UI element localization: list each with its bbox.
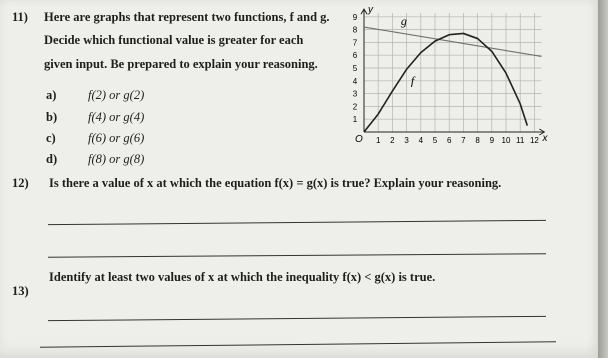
x-tick-label: 4 bbox=[418, 136, 424, 145]
x-tick-label: 11 bbox=[516, 136, 525, 145]
page-edge-shadow bbox=[598, 0, 608, 358]
x-tick-label: 10 bbox=[501, 136, 511, 145]
graph-tick-labels bbox=[353, 13, 540, 145]
series-f-line bbox=[364, 33, 527, 132]
x-tick-label: 8 bbox=[475, 136, 480, 145]
series-g-line bbox=[364, 27, 542, 56]
part-c-text: f(6) or g(6) bbox=[88, 131, 145, 145]
x-tick-label: 6 bbox=[446, 136, 452, 145]
y-axis-label: y bbox=[368, 4, 373, 16]
part-c-label: c) bbox=[46, 131, 56, 145]
question-12-number: 12) bbox=[12, 176, 29, 190]
question-11-line-3: given input. Be prepared to explain your reasoning. bbox=[44, 57, 318, 71]
question-12-text: Is there a value of x at which the equation f(x) = g(x) is true? Explain your reasoning. bbox=[49, 176, 502, 190]
function-graph bbox=[330, 4, 550, 152]
y-tick-label: 2 bbox=[352, 102, 358, 112]
x-tick-label: 5 bbox=[432, 136, 438, 145]
question-11-line-1: Here are graphs that represent two functions, f and g. bbox=[44, 10, 330, 24]
question-13-text: Identify at least two values of x at which the inequality f(x) < g(x) is true. bbox=[49, 270, 436, 284]
question-11-line-2: Decide which functional value is greater for each bbox=[44, 33, 304, 47]
x-tick-label: 1 bbox=[375, 136, 381, 145]
y-tick-label: 7 bbox=[352, 38, 358, 48]
y-tick-label: 6 bbox=[352, 51, 358, 61]
question-13-number: 13) bbox=[12, 284, 29, 298]
x-tick-label: 3 bbox=[404, 136, 409, 145]
g-curve-label: g bbox=[400, 14, 407, 29]
y-tick-label: 9 bbox=[352, 12, 358, 22]
y-tick-label: 3 bbox=[352, 89, 358, 99]
answer-line-12a[interactable] bbox=[48, 220, 546, 225]
y-tick-label: 8 bbox=[352, 25, 358, 35]
x-tick-label: 2 bbox=[390, 136, 395, 145]
part-a-text: f(2) or g(2) bbox=[88, 88, 145, 102]
part-d-text: f(8) or g(8) bbox=[88, 152, 145, 166]
graph-grid bbox=[364, 13, 542, 132]
graph-axes bbox=[361, 9, 544, 135]
part-b-label: b) bbox=[46, 110, 58, 124]
answer-line-13a[interactable] bbox=[48, 316, 546, 321]
part-a-label: a) bbox=[46, 88, 57, 102]
question-11-number: 11) bbox=[12, 10, 28, 24]
y-tick-label: 1 bbox=[352, 115, 358, 125]
answer-line-12b[interactable] bbox=[48, 253, 546, 257]
f-curve-label: f bbox=[410, 73, 415, 88]
y-tick-label: 4 bbox=[352, 76, 358, 86]
x-tick-label: 9 bbox=[489, 136, 495, 145]
part-d-label: d) bbox=[46, 152, 58, 166]
x-tick-label: 12 bbox=[529, 136, 539, 145]
y-tick-label: 5 bbox=[352, 64, 358, 73]
part-b-text: f(4) or g(4) bbox=[88, 110, 145, 124]
graph-curves bbox=[364, 27, 542, 132]
x-axis-label: x bbox=[542, 133, 548, 144]
origin-label: O bbox=[355, 134, 363, 145]
answer-line-13b[interactable] bbox=[40, 341, 556, 347]
x-tick-label: 7 bbox=[461, 136, 466, 145]
